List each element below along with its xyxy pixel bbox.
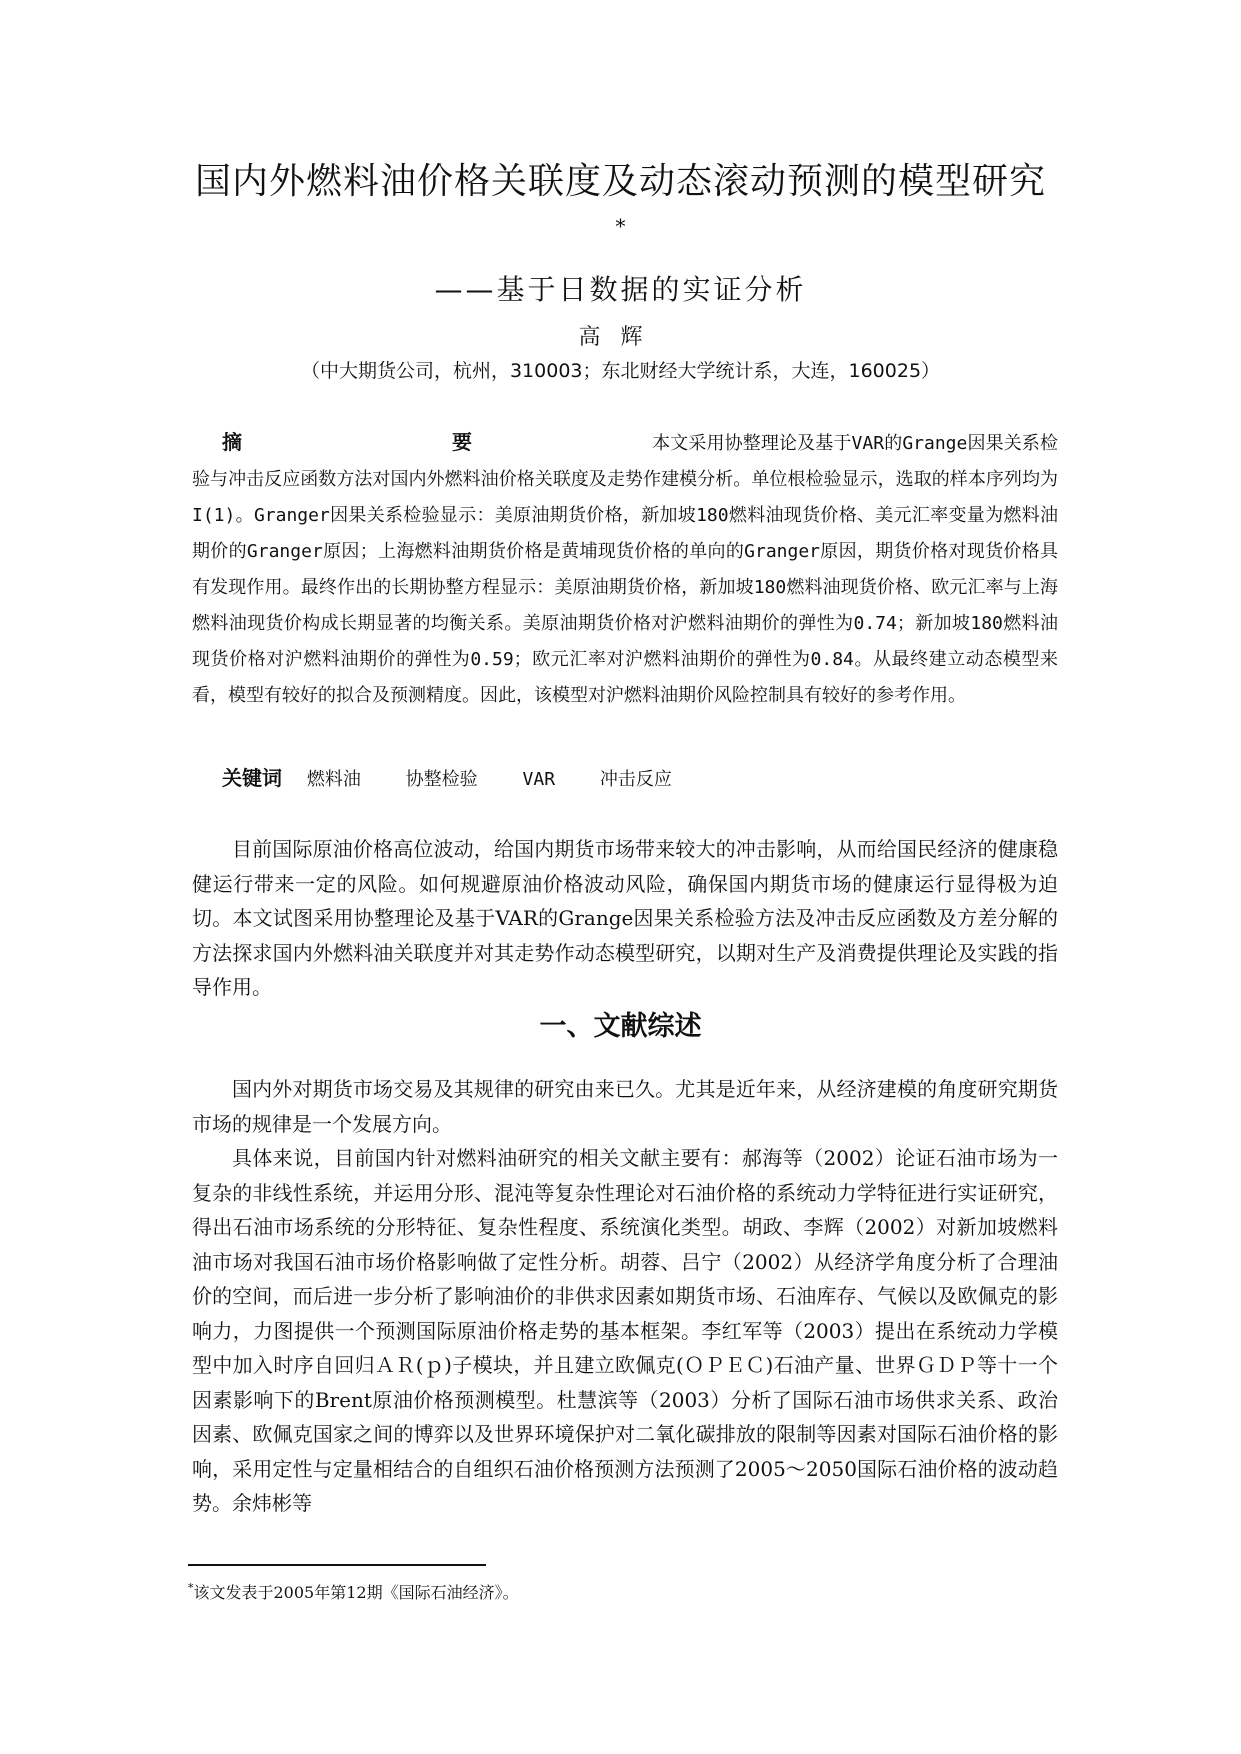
abstract-label-right: 要: [452, 430, 472, 454]
footnote-text: 该文发表于2005年第12期《国际石油经济》。: [193, 1583, 519, 1602]
footnote-divider: [188, 1564, 486, 1566]
paper-title: 国内外燃料油价格关联度及动态滚动预测的模型研究: [194, 161, 1046, 202]
footnote-marker: *: [188, 1581, 194, 1595]
intro-paragraph: 目前国际原油价格高位波动，给国内期货市场带来较大的冲击影响，从而给国民经济的健康稳健运行带来一定的风险。如何规避原油价格波动风险，确保国内期货市场的健康运行显得极为迫切。本文试图采用协整理论及基于VAR的Grange因果关系检验方法及冲击反应函数及方差分解的方法探求国内外燃料油关联度并对其走势作动态模型研究，以期对生产及消费提供理论及实践的指导作用。: [192, 837, 1058, 999]
footnote: [188, 1580, 519, 1603]
keywords: [222, 762, 706, 791]
section-heading: 一、文献综述: [539, 1011, 702, 1042]
keywords-label: 关键词: [222, 766, 282, 790]
paper-subtitle: ——基于日数据的实证分析: [434, 273, 807, 306]
keyword-item: 协整检验: [405, 769, 478, 790]
abstract-label: [192, 424, 652, 460]
title-footnote-marker: *: [615, 214, 626, 238]
author-name: 高辉: [578, 325, 663, 350]
abstract-text: 本文采用协整理论及基于VAR的Grange因果关系检验与冲击反应函数方法对国内外燃料油价格关联度及走势作建模分析。单位根检验显示，选取的样本序列均为I(1)。Granger因果关系检验显示：美原油期货价格，新加坡180燃料油现货价格、美元汇率变量为燃料油期价的Granger原因；上海燃料油期货价格是黄埔现货价格的单向的Granger原因，期货价格对现货价格具有发现作用。最终作出的长期协整方程显示：美原油期货价格，新加坡180燃料油现货价格、欧元汇率与上海燃料油现货价构成长期显著的均衡关系。美原油期货价格对沪燃料油期价的弹性为0.74；新加坡180燃料油现货价格对沪燃料油期价的弹性为0.59；欧元汇率对沪燃料油期价的弹性为0.84。从最终建立动态模型来看，模型有较好的拟合及预测精度。因此，该模型对沪燃料油期价风险控制具有较好的参考作用。: [192, 433, 1058, 706]
body-paragraph: 具体来说，目前国内针对燃料油研究的相关文献主要有：郝海等（2002）论证石油市场为一复杂的非线性系统，并运用分形、混沌等复杂性理论对石油价格的系统动力学特征进行实证研究，得出石油市场系统的分形特征、复杂性程度、系统演化类型。胡政、李辉（2002）对新加坡燃料油市场对我国石油市场价格影响做了定性分析。胡蓉、吕宁（2002）从经济学角度分析了合理油价的空间，而后进一步分析了影响油价的非供求因素如期货市场、石油库存、气候以及欧佩克的影响力，力图提供一个预测国际原油价格走势的基本框架。李红军等（2003）提出在系统动力学模型中加入时序自回归ＡＲ(ｐ)子模块，并且建立欧佩克(ＯＰＥＣ)石油产量、世界ＧＤＰ等十一个因素影响下的Brent原油价格预测模型。杜慧滨等（2003）分析了国际石油市场供求关系、政治因素、欧佩克国家之间的博弈以及世界环境保护对二氧化碳排放的限制等因素对国际石油价格的影响，采用定性与定量相结合的自组织石油价格预测方法预测了2005～2050国际石油价格的波动趋势。余炜彬等: [192, 1146, 1058, 1515]
author-affiliation: （中大期货公司，杭州，310003；东北财经大学统计系，大连，160025）: [300, 360, 941, 382]
keyword-item: 燃料油: [306, 769, 361, 790]
abstract: [192, 424, 1058, 714]
body-paragraph: 国内外对期货市场交易及其规律的研究由来已久。尤其是近年来，从经济建模的角度研究期货市场的规律是一个发展方向。: [192, 1077, 1058, 1136]
keyword-item: VAR: [522, 769, 556, 790]
keyword-item: 冲击反应: [599, 769, 672, 790]
abstract-label-left: 摘: [222, 430, 242, 454]
